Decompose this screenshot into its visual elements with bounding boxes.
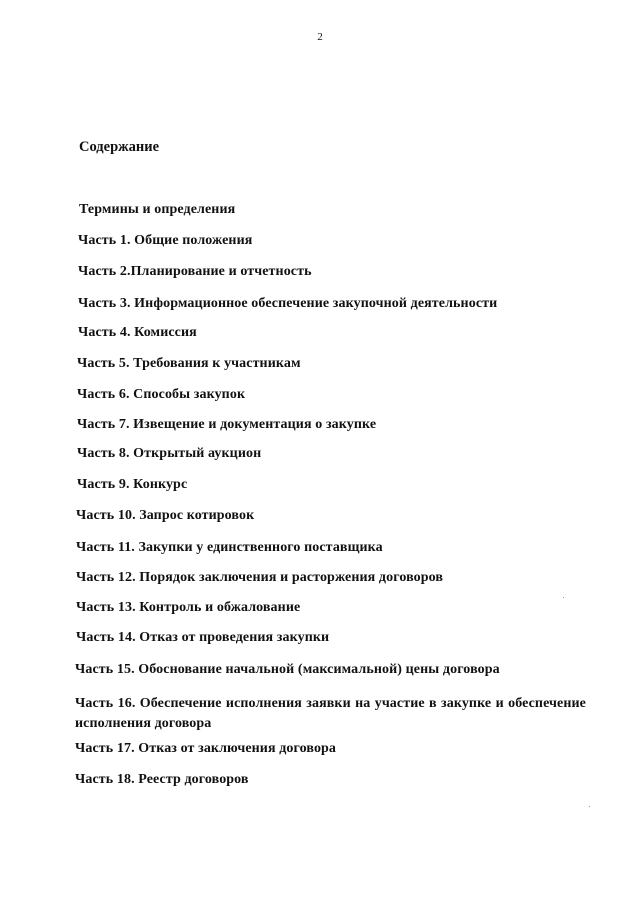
toc-item-part-10: Часть 10. Запрос котировок	[76, 508, 255, 523]
toc-heading: Содержание	[79, 139, 160, 155]
toc-item-part-6: Часть 6. Способы закупок	[77, 387, 246, 402]
toc-item-part-14: Часть 14. Отказ от проведения закупки	[76, 630, 330, 645]
page-number: 2	[317, 31, 323, 43]
toc-item-part-16: Часть 16. Обеспечение исполнения заявки на участие в закупке и обеспечение исполнения договора	[75, 696, 586, 731]
toc-item-part-3: Часть 3. Информационное обеспечение закупочной деятельности	[78, 296, 498, 311]
toc-item-part-4: Часть 4. Комиссия	[78, 325, 197, 340]
toc-item-part-18: Часть 18. Реестр договоров	[75, 772, 249, 787]
toc-item-terms: Термины и определения	[79, 202, 236, 217]
scan-speck	[589, 806, 590, 807]
toc-item-part-8: Часть 8. Открытый аукцион	[77, 446, 262, 461]
toc-item-part-9: Часть 9. Конкурс	[77, 477, 188, 492]
toc-item-part-1: Часть 1. Общие положения	[78, 233, 253, 248]
toc-item-part-11: Часть 11. Закупки у единственного поставщика	[76, 540, 383, 555]
toc-item-part-12: Часть 12. Порядок заключения и расторжения договоров	[76, 570, 444, 585]
toc-item-part-5: Часть 5. Требования к участникам	[77, 356, 301, 371]
toc-item-part-7: Часть 7. Извещение и документация о закупке	[77, 417, 377, 432]
toc-item-part-13: Часть 13. Контроль и обжалование	[76, 600, 301, 615]
toc-item-part-17: Часть 17. Отказ от заключения договора	[75, 741, 337, 756]
toc-item-part-15: Часть 15. Обоснование начальной (максимальной) цены договора	[75, 662, 500, 677]
scan-speck	[563, 597, 564, 598]
toc-item-part-2: Часть 2.Планирование и отчетность	[78, 264, 312, 279]
